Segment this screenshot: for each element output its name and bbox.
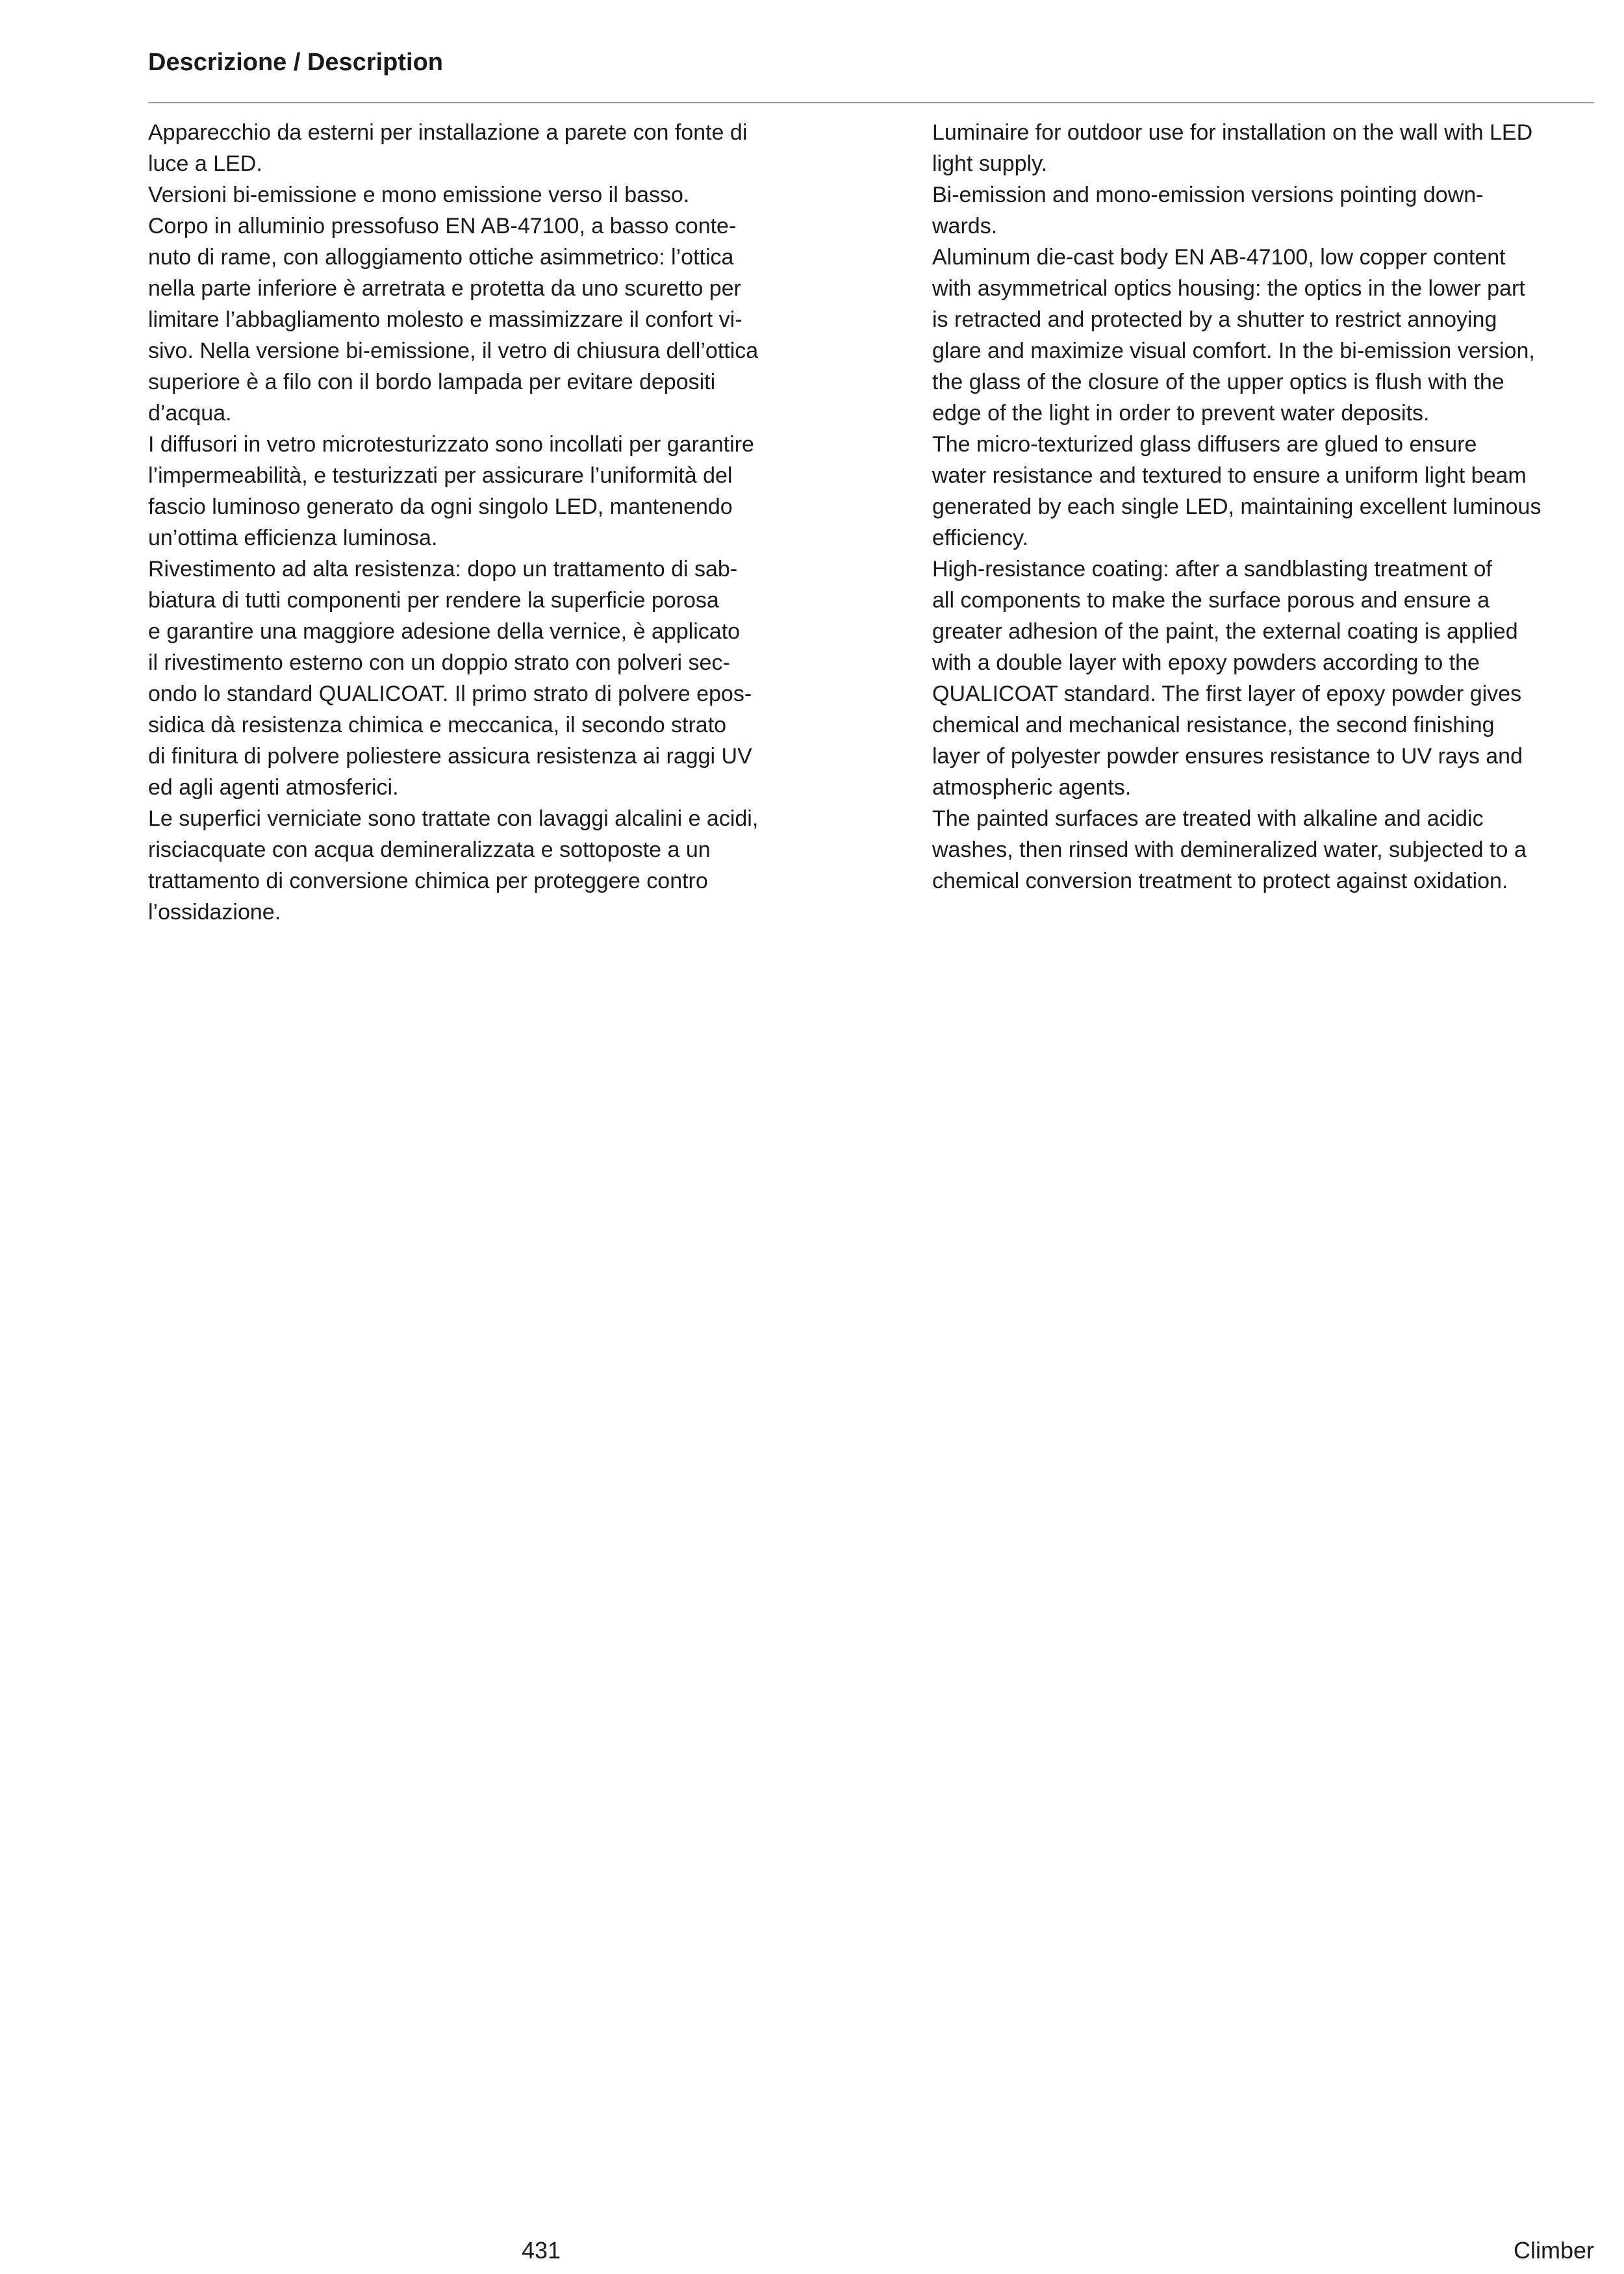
italian-line: trattamento di conversione chimica per proteggere contro [148, 869, 708, 893]
english-line: High-resistance coating: after a sandblasting treatment of [932, 557, 1492, 581]
page-title: Descrizione / Description [148, 49, 444, 76]
english-line: all components to make the surface porous and ensure a [932, 588, 1490, 613]
italian-line: un’ottima efficienza luminosa. [148, 526, 438, 550]
italian-line: Corpo in alluminio pressofuso EN AB-47100, a basso conte- [148, 214, 737, 238]
italian-line: d’acqua. [148, 401, 232, 426]
english-line: water resistance and textured to ensure a uniform light beam [932, 463, 1527, 488]
english-line: light supply. [932, 151, 1048, 176]
italian-line: biatura di tutti componenti per rendere la superficie porosa [148, 588, 719, 613]
english-line: Luminaire for outdoor use for installation on the wall with LED [932, 120, 1533, 145]
italian-line: l’ossidazione. [148, 900, 281, 925]
italian-line: l’impermeabilità, e testurizzati per assicurare l’uniformità del [148, 463, 733, 488]
italian-line: il rivestimento esterno con un doppio strato con polveri sec- [148, 650, 730, 675]
italian-line: nuto di rame, con alloggiamento ottiche asimmetrico: l’ottica [148, 245, 734, 270]
english-line: The painted surfaces are treated with alkaline and acidic [932, 806, 1484, 831]
english-line: atmospheric agents. [932, 775, 1132, 800]
english-description [932, 117, 1595, 897]
english-line: greater adhesion of the paint, the external coating is applied [932, 619, 1518, 644]
italian-line: luce a LED. [148, 151, 262, 176]
english-line: The micro-texturized glass diffusers are glued to ensure [932, 432, 1477, 457]
italian-line: e garantire una maggiore adesione della vernice, è applicato [148, 619, 741, 644]
italian-line: ed agli agenti atmosferici. [148, 775, 399, 800]
italian-line: Versioni bi-emissione e mono emissione verso il basso. [148, 183, 690, 207]
italian-line: fascio luminoso generato da ogni singolo LED, mantenendo [148, 494, 733, 519]
italian-line: sidica dà resistenza chimica e meccanica, il secondo strato [148, 713, 727, 737]
english-line: with asymmetrical optics housing: the optics in the lower part [932, 276, 1525, 301]
italian-line: di finitura di polvere poliestere assicura resistenza ai raggi UV [148, 744, 752, 769]
english-line: wards. [932, 214, 998, 238]
header-divider [148, 102, 1594, 103]
italian-line: sivo. Nella versione bi-emissione, il vetro di chiusura dell’ottica [148, 339, 759, 363]
english-line: Bi-emission and mono-emission versions pointing down- [932, 183, 1484, 207]
english-line: layer of polyester powder ensures resistance to UV rays and [932, 744, 1523, 769]
italian-line: superiore è a filo con il bordo lampada per evitare depositi [148, 370, 716, 394]
english-line: Aluminum die-cast body EN AB-47100, low copper content [932, 245, 1506, 270]
italian-description [148, 117, 811, 928]
italian-line: Le superfici verniciate sono trattate con lavaggi alcalini e acidi, [148, 806, 759, 831]
english-line: chemical and mechanical resistance, the second finishing [932, 713, 1495, 737]
english-line: chemical conversion treatment to protect against oxidation. [932, 869, 1508, 893]
italian-line: Apparecchio da esterni per installazione a parete con fonte di [148, 120, 748, 145]
english-line: with a double layer with epoxy powders according to the [932, 650, 1480, 675]
english-line: washes, then rinsed with demineralized water, subjected to a [932, 837, 1527, 862]
english-line: the glass of the closure of the upper optics is flush with the [932, 370, 1504, 394]
italian-line: Rivestimento ad alta resistenza: dopo un trattamento di sab- [148, 557, 738, 581]
italian-line: limitare l’abbagliamento molesto e massimizzare il confort vi- [148, 307, 742, 332]
english-line: is retracted and protected by a shutter to restrict annoying [932, 307, 1497, 332]
english-line: glare and maximize visual comfort. In the bi-emission version, [932, 339, 1535, 363]
product-name: Climber [1513, 2237, 1594, 2264]
english-line: QUALICOAT standard. The first layer of epoxy powder gives [932, 682, 1522, 706]
english-line: generated by each single LED, maintaining excellent luminous [932, 494, 1542, 519]
italian-line: I diffusori in vetro microtesturizzato sono incollati per garantire [148, 432, 754, 457]
page-number: 431 [522, 2237, 561, 2264]
english-line: edge of the light in order to prevent water deposits. [932, 401, 1430, 426]
english-line: efficiency. [932, 526, 1029, 550]
italian-line: nella parte inferiore è arretrata e protetta da uno scuretto per [148, 276, 741, 301]
italian-line: risciacquate con acqua demineralizzata e sottoposte a un [148, 837, 711, 862]
italian-line: ondo lo standard QUALICOAT. Il primo strato di polvere epos- [148, 682, 752, 706]
